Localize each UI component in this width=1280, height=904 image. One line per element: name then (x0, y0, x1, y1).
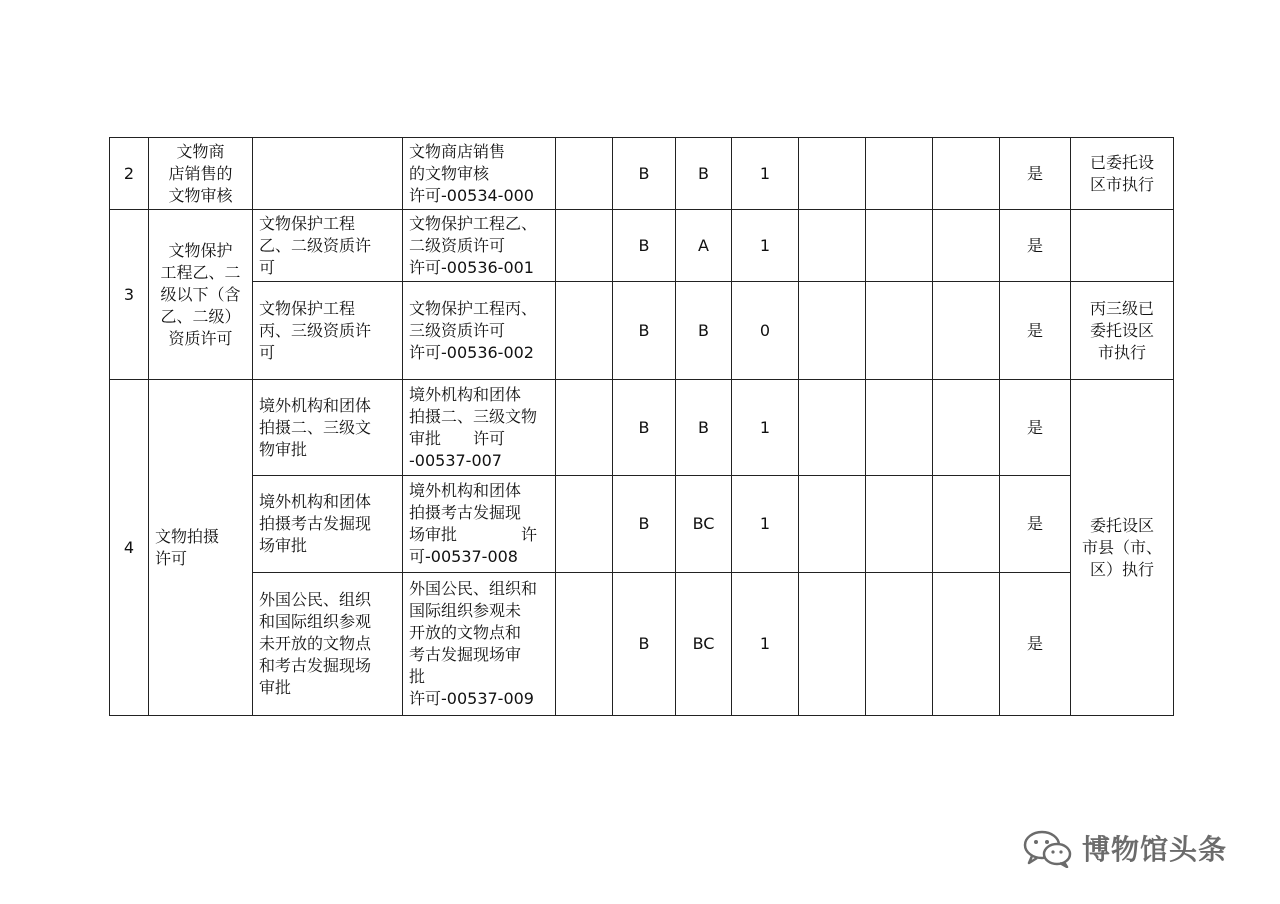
cell-c11 (933, 476, 1000, 573)
cell-c9 (799, 282, 866, 380)
note-cell: 丙三级已 委托设区 市执行 (1071, 282, 1174, 380)
cell-c12: 是 (1000, 380, 1071, 476)
cell-c12: 是 (1000, 210, 1071, 282)
cell-c6: B (613, 476, 676, 573)
row-number: 4 (110, 380, 149, 716)
watermark (1022, 828, 1227, 868)
cell-c11 (933, 573, 1000, 716)
cell-c9 (799, 573, 866, 716)
cell-c8: 0 (732, 282, 799, 380)
cell-c7: BC (676, 476, 732, 573)
cell-c11 (933, 210, 1000, 282)
cell-c10 (866, 380, 933, 476)
cell-c6: B (613, 282, 676, 380)
cell-c5 (556, 380, 613, 476)
cell-c9 (799, 476, 866, 573)
cell-c5 (556, 282, 613, 380)
cell-c6: B (613, 573, 676, 716)
cell-c11 (933, 380, 1000, 476)
cell-c10 (866, 210, 933, 282)
cell-c8: 1 (732, 138, 799, 210)
sub-item: 境外机构和团体 拍摄考古发掘现 场审批 (253, 476, 403, 573)
cell-c12: 是 (1000, 573, 1071, 716)
table-row (110, 380, 1174, 476)
item-name: 文物拍摄 许可 (149, 380, 253, 716)
cell-c11 (933, 138, 1000, 210)
item-code: 外国公民、组织和 国际组织参观未 开放的文物点和 考古发掘现场审 批 许可-00537-009 (403, 573, 556, 716)
item-code: 境外机构和团体 拍摄二、三级文物 审批 许可 -00537-007 (403, 380, 556, 476)
table-row (110, 138, 1174, 210)
cell-c8: 1 (732, 380, 799, 476)
item-code: 文物保护工程乙、 二级资质许可 许可-00536-001 (403, 210, 556, 282)
cell-c8: 1 (732, 573, 799, 716)
cell-c12: 是 (1000, 476, 1071, 573)
cell-c5 (556, 210, 613, 282)
cell-c6: B (613, 210, 676, 282)
sub-item: 外国公民、组织 和国际组织参观 未开放的文物点 和考古发掘现场 审批 (253, 573, 403, 716)
sub-item: 文物保护工程 丙、三级资质许 可 (253, 282, 403, 380)
cell-c8: 1 (732, 210, 799, 282)
item-code: 文物保护工程丙、 三级资质许可 许可-00536-002 (403, 282, 556, 380)
sub-item: 文物保护工程 乙、二级资质许 可 (253, 210, 403, 282)
cell-c7: B (676, 282, 732, 380)
cell-c12: 是 (1000, 282, 1071, 380)
cell-c10 (866, 138, 933, 210)
cell-c7: BC (676, 573, 732, 716)
item-code: 文物商店销售 的文物审核 许可-00534-000 (403, 138, 556, 210)
cell-c7: B (676, 138, 732, 210)
cell-c5 (556, 138, 613, 210)
cell-c6: B (613, 138, 676, 210)
cell-c7: B (676, 380, 732, 476)
cell-c6: B (613, 380, 676, 476)
note-cell (1071, 210, 1174, 282)
table-row (110, 573, 1174, 716)
table-row (110, 210, 1174, 282)
cell-c10 (866, 282, 933, 380)
cell-c12: 是 (1000, 138, 1071, 210)
sub-item: 境外机构和团体 拍摄二、三级文 物审批 (253, 380, 403, 476)
permit-table (109, 137, 1174, 716)
item-name: 文物商 店销售的 文物审核 (149, 138, 253, 210)
cell-c7: A (676, 210, 732, 282)
watermark-text: 博物馆头条 (1082, 833, 1228, 866)
cell-c11 (933, 282, 1000, 380)
table-row (110, 282, 1174, 380)
cell-c5 (556, 476, 613, 573)
cell-c10 (866, 476, 933, 573)
cell-c9 (799, 138, 866, 210)
row-number: 3 (110, 210, 149, 380)
table-row (110, 476, 1174, 573)
note-cell: 已委托设 区市执行 (1071, 138, 1174, 210)
item-name: 文物保护 工程乙、二 级以下（含 乙、二级） 资质许可 (149, 210, 253, 380)
note-cell: 委托设区 市县（市、 区）执行 (1071, 380, 1174, 716)
wechat-logo-icon (1022, 828, 1074, 868)
cell-c9 (799, 210, 866, 282)
cell-c10 (866, 573, 933, 716)
item-code: 境外机构和团体 拍摄考古发掘现 场审批 许 可-00537-008 (403, 476, 556, 573)
cell-c9 (799, 380, 866, 476)
sub-item (253, 138, 403, 210)
cell-c5 (556, 573, 613, 716)
row-number: 2 (110, 138, 149, 210)
cell-c8: 1 (732, 476, 799, 573)
